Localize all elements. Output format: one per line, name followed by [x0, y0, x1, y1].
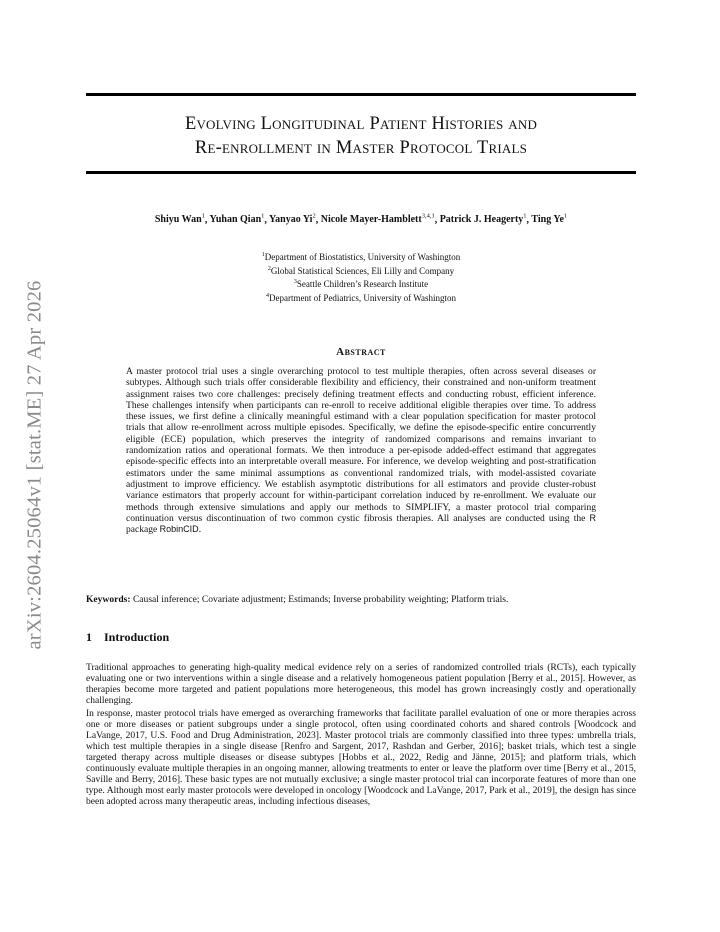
title-line-1: Evolving Longitudinal Patient Histories and [184, 114, 538, 134]
affiliation: $^4$Department of Pediatrics, University of Washington [265, 292, 457, 303]
r-language-name: R [589, 512, 596, 523]
author: Yuhan Qian$^1$ [209, 213, 265, 226]
keywords-label: Keywords: [86, 594, 131, 605]
section-number: 1 [86, 630, 92, 644]
author: Nicole Mayer-Hamblett$^{3,4,1}$ [320, 213, 435, 226]
keywords [86, 594, 636, 605]
abstract-body: A master protocol trial uses a single overarching protocol to test multiple therapies, often across several diseases or subtypes. Although such trials offer considerable flexibility and efficiency, their constrained and non-uniform treatment assignment raises two core challenges: precisely defining treatment effects and conducting robust, efficient inference. These challenges intensify when participants can re-enroll to receive additional eligible therapies over time. To address these issues, we first define a clinically meaningful estimand with a clear population specification for master protocol trials that allow re-enrollment across multiple episodes. Specifically, we define the episode-specific entire concurrently eligible (ECE) population, which preserves the integrity of randomized comparisons and remains invariant to randomization ratios and operational formats. We then introduce a per-episode added-effect estimand that aggregates episode-specific effects into an interpretable overall measure. For inference, we develop weighting and post-stratification estimators under the same minimal assumptions as conventional randomized trials, with model-assisted covariate adjustment to improve efficiency. We establish asymptotic distributions for all estimators and provide cluster-robust variance estimators that properly account for within-participant correlation induced by re-enrollment. We evaluate our methods through extensive simulations and apply our methods to SIMPLIFY, a master protocol trial comparing continuation versus discontinuation of two common cystic fibrosis therapies. All analyses are conducted using the R package RobinCID. [126, 366, 596, 536]
title-line-2: Re-enrollment in Master Protocol Trials [194, 138, 528, 158]
author: Shiyu Wan$^1$ [154, 213, 205, 226]
section-title: Introduction [104, 630, 170, 644]
author: Yanyao Yi$^2$ [269, 213, 316, 226]
section-heading-introduction [86, 630, 169, 645]
author: Ting Ye$^1$ [531, 213, 568, 226]
affiliation: $^2$Global Statistical Sciences, Eli Lilly and Company [267, 265, 455, 276]
abstract-heading: Abstract [336, 346, 386, 358]
affiliation-list [86, 250, 636, 304]
intro-paragraph-2: In response, master protocol trials have emerged as overarching frameworks that facilitate parallel evaluation of one or more therapies across one or more diseases or patient subgroups under a single protocol, often using coordinated cohorts and shared controls [Woodcock and LaVange, 2017, U.S. Food and Drug Administration, 2023]. Master protocol trials are commonly classified into three types: umbrella trials, which test multiple therapies in a single disease [Renfro and Sargent, 2017, Rashdan and Gerber, 2016]; basket trials, which test a single targeted therapy across multiple diseases or disease subtypes [Hobbs et al., 2022, Redig and Jänne, 2015]; and platform trials, which continuously evaluate multiple therapies in an ongoing manner, allowing treatments to enter or leave the platform over time [Berry et al., 2015, Saville and Berry, 2016]. These basic types are not mutually exclusive; a single master protocol trial can incorporate features of more than one type. Although most early master protocols were developed in oncology [Woodcock and LaVange, 2017, Park et al., 2019], the design has since been adopted across many therapeutic areas, including infectious diseases, [86, 708, 636, 808]
package-name: RobinCID [159, 524, 199, 535]
title-bottom-rule [86, 171, 636, 174]
author: Patrick J. Heagerty$^1$ [439, 213, 527, 226]
title-top-rule [86, 93, 636, 96]
affiliation: $^1$Department of Biostatistics, University of Washington [261, 252, 461, 262]
paper-title [86, 112, 636, 160]
arxiv-stamp-text: arXiv:2604.25064v1 [stat.ME] 27 Apr 2026 [23, 280, 46, 650]
keywords-text: Causal inference; Covariate adjustment; Estimands; Inverse probability weighting; Platform trials. [132, 594, 509, 605]
arxiv-side-stamp [16, 250, 54, 680]
affiliation: $^3$Seattle Children’s Research Institute [293, 279, 429, 289]
author-list: Shiyu Wan$^1$, Yuhan Qian$^1$, Yanyao Yi$^2$, Nicole Mayer-Hamblett$^{3,4,1}$, Patrick J. Heagerty$^1$, Ting Ye$^1$ [154, 213, 568, 226]
intro-paragraph-1: Traditional approaches to generating high-quality medical evidence rely on a series of randomized controlled trials (RCTs), each typically evaluating one or two interventions within a single disease and a relatively homogeneous patient population [Berry et al., 2015]. However, as therapies become more targeted and patient populations more heterogeneous, this model has grown increasingly costly and operationally challenging. [86, 662, 636, 707]
